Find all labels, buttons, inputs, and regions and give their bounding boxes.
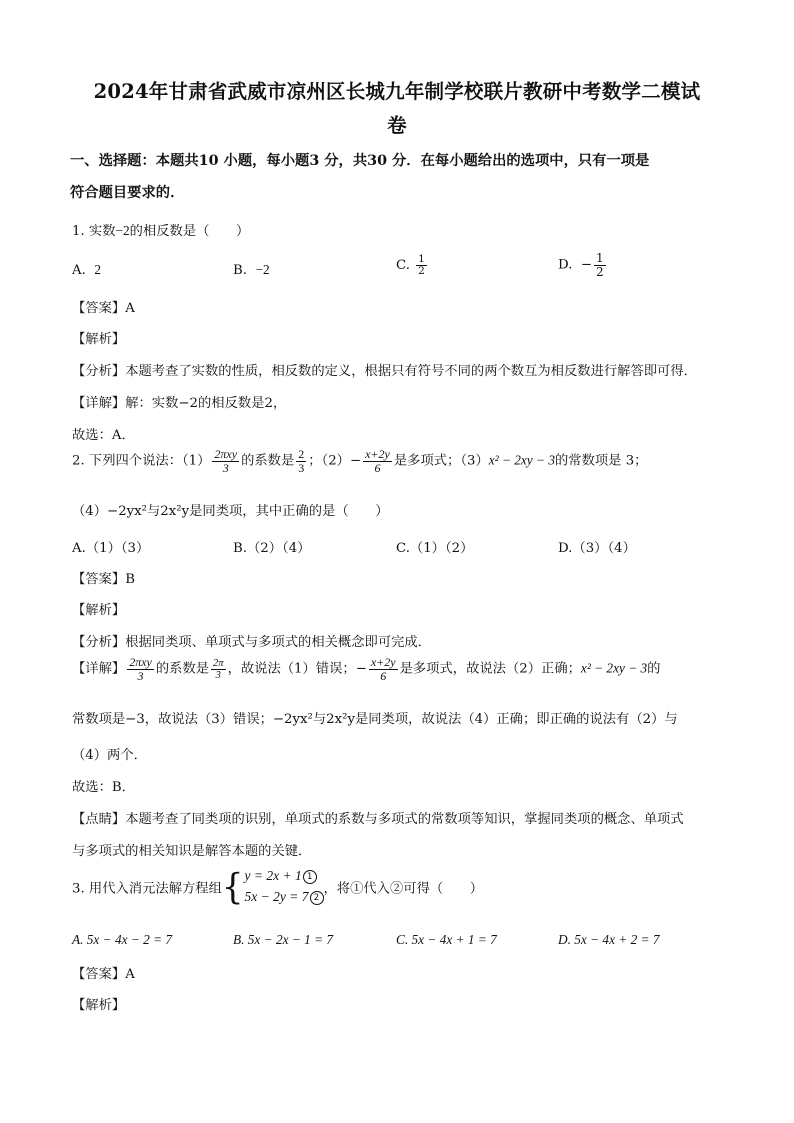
q2-xiangjie-line2: 常数项是−3，故说法（3）错误；−2yx²与2x²y是同类项，故说法（4）正确；即正确的说法有（2）与 bbox=[72, 712, 678, 727]
section-heading-continued: 符合题目要求的． bbox=[70, 185, 185, 201]
q3-answer: 【答案】A bbox=[72, 967, 135, 982]
q2-xiangjie-line3: （4）两个． bbox=[72, 748, 147, 763]
q3-option-d: D. 5x − 4x + 2 = 7 bbox=[558, 932, 660, 947]
q2-xiangjie: 【详解】 $\frac{\text{2πxy}}{3}$ 的系数是 $\frac{2\pi}{3}$ ，故说法（1）错误；− $\frac{x+2y}{6}$ 是多项式，故说法（2）正确；x² − 2xy − 3的 bbox=[72, 655, 661, 683]
q1-fenxi: 【分析】本题考查了实数的性质，相反数的定义，根据只有符号不同的两个数互为相反数进行解答即可得． bbox=[72, 364, 697, 379]
q2-choose: 故选：B． bbox=[72, 780, 135, 795]
q2-option-c: C.（1）（2） bbox=[396, 541, 474, 556]
q2-fenxi: 【分析】根据同类项、单项式与多项式的相关概念即可完成． bbox=[72, 635, 432, 650]
q2-option-a: A.（1）（3） bbox=[72, 541, 150, 556]
q2-dianjing: 【点睛】本题考查了同类项的识别，单项式的系数与多项式的常数项等知识，掌握同类项的概念、单项式 bbox=[72, 812, 684, 827]
question-3-stem: 3. 用代入消元法解方程组{ y = 2x + 1 1 5x − 2y = 7 2 ，将①代入②可得（ ） bbox=[72, 865, 484, 908]
q1-option-a: A. 2 bbox=[72, 262, 101, 278]
q2-option-b: B.（2）（4） bbox=[233, 541, 311, 556]
q1-analysis-label: 【解析】 bbox=[72, 332, 126, 347]
q2-dianjing-line2: 与多项式的相关知识是解答本题的关键． bbox=[72, 844, 312, 859]
question-1-stem: 1. 实数−2的相反数是（ ） bbox=[72, 223, 250, 239]
q1-option-d: D. − $\frac{1}{2}$ bbox=[558, 251, 604, 279]
document-title-line2: 卷 bbox=[387, 114, 407, 137]
system-brace: { bbox=[221, 865, 244, 908]
q1-choose: 故选：A． bbox=[72, 428, 135, 443]
q1-answer: 【答案】A bbox=[72, 301, 135, 316]
equation-system: y = 2x + 1 1 5x − 2y = 7 2 bbox=[245, 866, 324, 908]
q3-option-c: C. 5x − 4x + 1 = 7 bbox=[396, 932, 497, 947]
section-heading: 一、选择题：本题共10 小题，每小题3 分，共30 分．在每小题给出的选项中，只有一项是 bbox=[70, 153, 650, 169]
q3-analysis-label: 【解析】 bbox=[72, 998, 126, 1013]
q1-option-b: B. −2 bbox=[233, 262, 270, 278]
question-2-stem: 2. 下列四个说法：（1） $\frac{\text{2πxy}}{3}$ 的系数是 $\frac{2}{3}$ ；（2）− $\frac{x+2y}{6}$ 是多项式；（3）x² − 2xy − 3的常数项是 3； bbox=[72, 447, 648, 475]
q2-answer: 【答案】B bbox=[72, 572, 135, 587]
document-title-line1: 2024年甘肃省武威市凉州区长城九年制学校联片教研中考数学二模试 bbox=[93, 80, 701, 103]
q1-xiangjie: 【详解】解：实数−2的相反数是2， bbox=[72, 396, 287, 411]
q1-option-c: C. $\frac{1}{2}$ bbox=[396, 253, 425, 278]
q3-option-b: B. 5x − 2x − 1 = 7 bbox=[233, 932, 334, 947]
q3-option-a: A. 5x − 4x − 2 = 7 bbox=[72, 932, 173, 947]
q2-analysis-label: 【解析】 bbox=[72, 603, 126, 618]
q2-option-d: D.（3）（4） bbox=[558, 541, 636, 556]
question-2-stem-line2: （4）−2yx²与2x²y是同类项，其中正确的是（ ） bbox=[72, 504, 389, 519]
